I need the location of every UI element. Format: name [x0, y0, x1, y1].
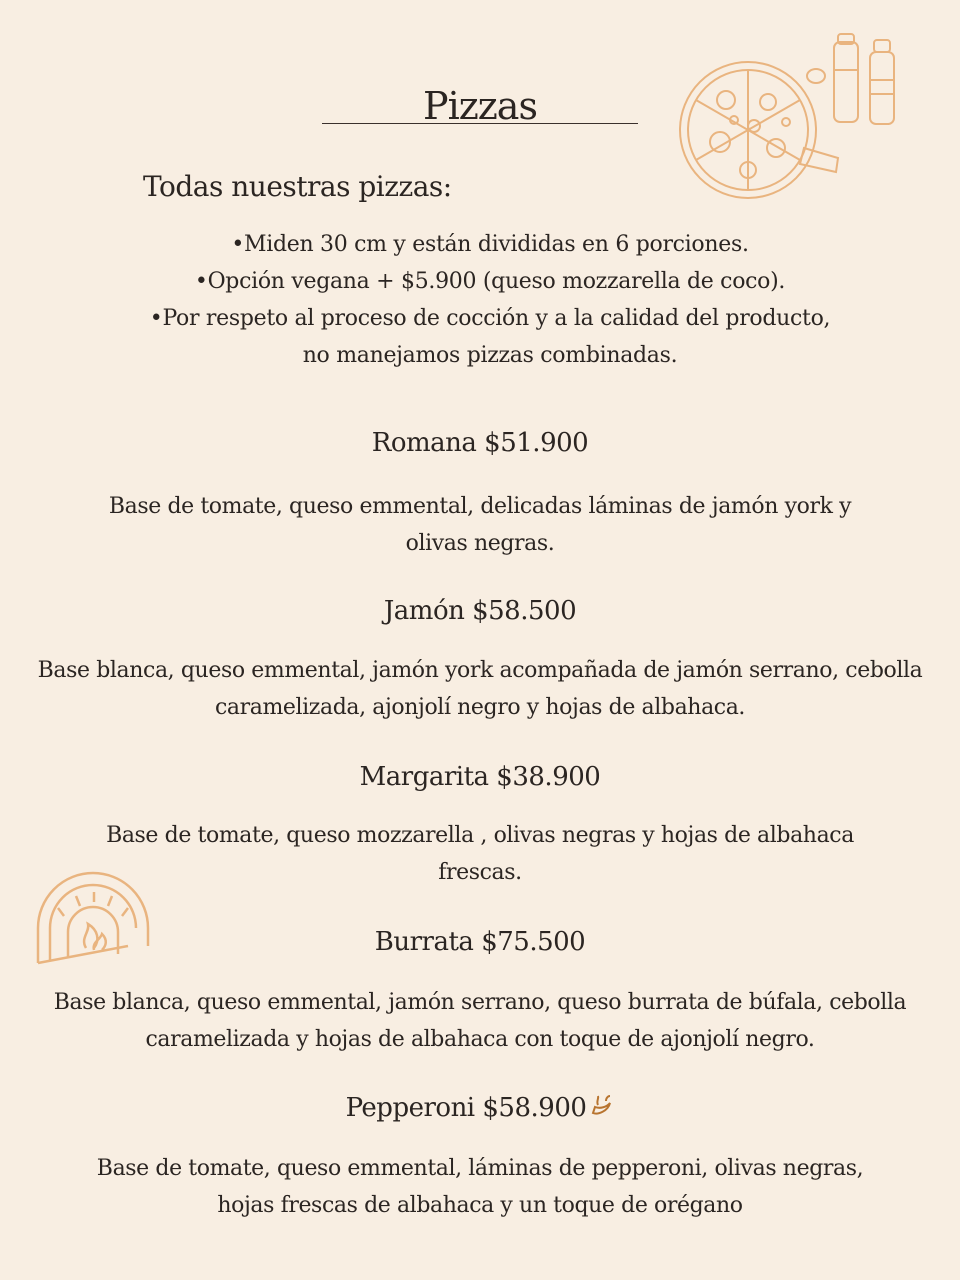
desc-line: caramelizada, ajonjolí negro y hojas de albahaca. [214, 695, 746, 720]
item-desc-jamon [0, 652, 960, 726]
desc-line: hojas frescas de albahaca y un toque de orégano [217, 1193, 743, 1218]
desc-line: Base de tomate, queso emmental, láminas de pepperoni, olivas negras, [96, 1156, 864, 1181]
intro-line: •Por respeto al proceso de cocción y a la calidad del producto, [149, 306, 831, 331]
desc-line: Base blanca, queso emmental, jamón serrano, queso burrata de búfala, cebolla [53, 990, 907, 1015]
desc-line: Base de tomate, queso mozzarella , olivas negras y hojas de albahaca [106, 823, 854, 848]
desc-line: Base de tomate, queso emmental, delicadas láminas de jamón york y [108, 494, 852, 519]
item-name-pepperoni-row [0, 1093, 960, 1123]
item-name-jamon: Jamón $58.500 [383, 596, 577, 626]
item-desc-pepperoni [0, 1150, 960, 1224]
item-name-burrata: Burrata $75.500 [374, 927, 586, 957]
desc-line: caramelizada y hojas de albahaca con toque de ajonjolí negro. [145, 1027, 815, 1052]
item-name-pepperoni: Pepperoni $58.900 [345, 1093, 587, 1123]
desc-line: frescas. [438, 860, 522, 885]
item-desc-burrata [0, 984, 960, 1058]
item-name-margarita: Margarita $38.900 [359, 762, 601, 792]
item-desc-margarita [0, 817, 960, 891]
title-block [322, 86, 638, 126]
item-name-romana: Romana $51.900 [371, 428, 589, 458]
intro-notes [60, 226, 920, 374]
desc-line: Base blanca, queso emmental, jamón york acompañada de jamón serrano, cebolla [37, 658, 923, 683]
intro-line: no manejamos pizzas combinadas. [302, 343, 678, 368]
desc-line: olivas negras. [405, 531, 555, 556]
intro-line: •Opción vegana + $5.900 (queso mozzarella de coco). [194, 269, 786, 294]
intro-heading: Todas nuestras pizzas: [143, 170, 452, 203]
chili-icon [588, 1093, 614, 1119]
page-title: Pizzas [423, 84, 537, 128]
intro-line: •Miden 30 cm y están divididas en 6 porciones. [231, 232, 749, 257]
pizza-illustration-icon [668, 30, 914, 200]
item-desc-romana [0, 488, 960, 562]
